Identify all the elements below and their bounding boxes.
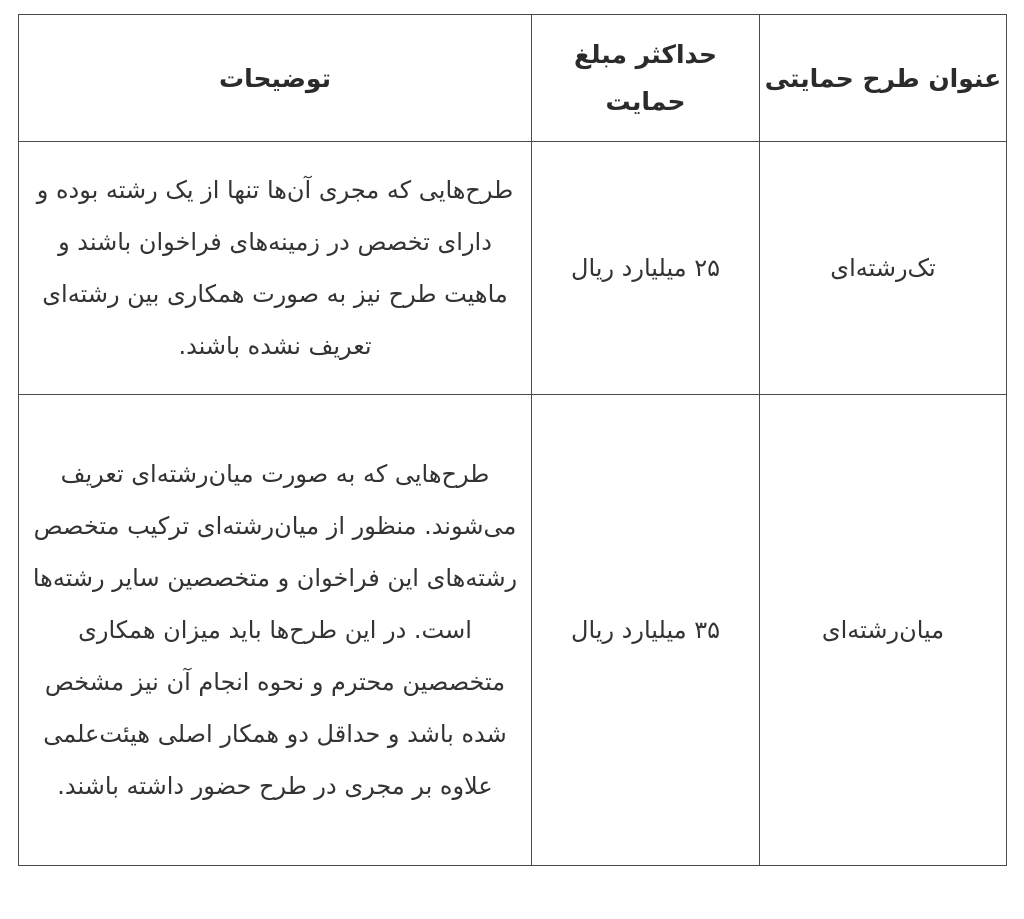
header-plan-title: عنوان طرح حمایتی [760, 15, 1007, 142]
plan-description-cell: طرح‌هایی که مجری آن‌ها تنها از یک رشته بوده و دارای تخصص در زمینه‌های فراخوان باشند و ماهیت طرح نیز به صورت همکاری بین رشته‌ای تعریف نشده باشند. [19, 142, 532, 395]
plan-title-cell: میان‌رشته‌ای [760, 395, 1007, 866]
plan-max-amount-cell: ۳۵ میلیارد ریال [532, 395, 760, 866]
plan-title-cell: تک‌رشته‌ای [760, 142, 1007, 395]
header-max-amount: حداکثر مبلغ حمایت [532, 15, 760, 142]
support-table-wrapper [18, 14, 1006, 866]
header-description: توضیحات [19, 15, 532, 142]
plan-max-amount-cell: ۲۵ میلیارد ریال [532, 142, 760, 395]
table-header-row [19, 15, 1007, 142]
support-plans-table [18, 14, 1007, 866]
table-row [19, 395, 1007, 866]
plan-description-cell: طرح‌هایی که به صورت میان‌رشته‌ای تعریف می‌شوند. منظور از میان‌رشته‌ای ترکیب متخصص رشته‌های این فراخوان و متخصصین سایر رشته‌ها است. در این طرح‌ها باید میزان همکاری متخصصین محترم و نحوه انجام آن نیز مشخص شده باشد و حداقل دو همکار اصلی هیئت‌علمی علاوه بر مجری در طرح حضور داشته باشند. [19, 395, 532, 866]
table-row [19, 142, 1007, 395]
